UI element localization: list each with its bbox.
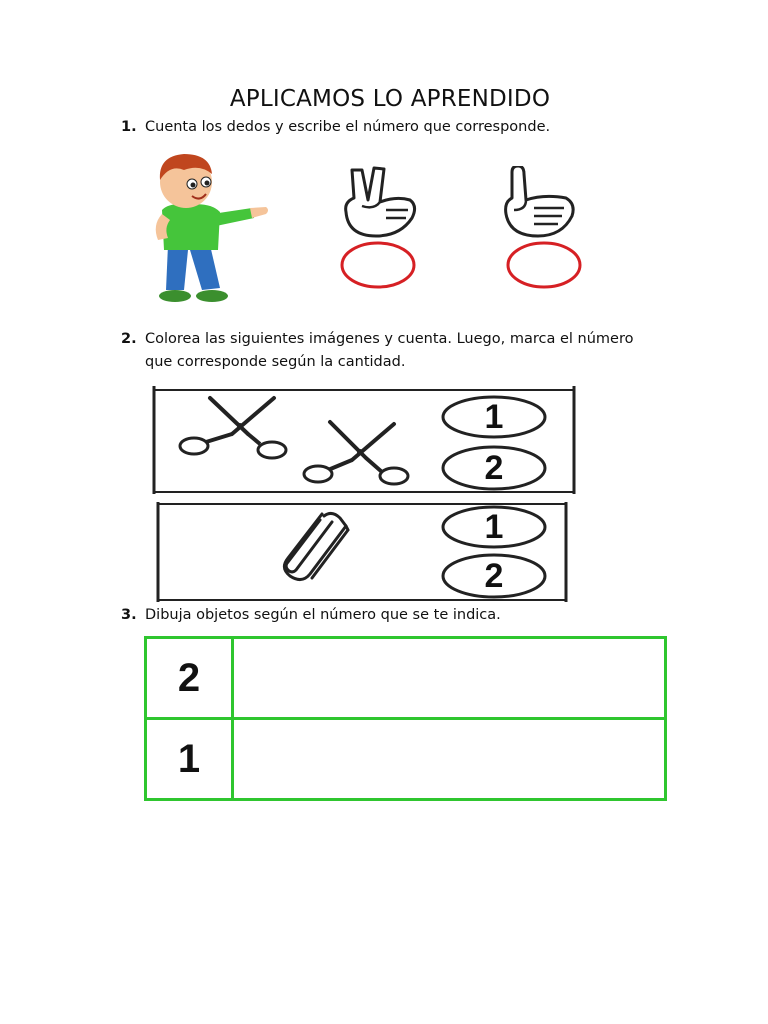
question-2-text: Colorea las siguientes imágenes y cuenta. Luego, marca el número que corresponde según la cantidad.: [145, 331, 634, 370]
option-2-row-1[interactable]: [440, 444, 548, 492]
scissors-icon: [300, 414, 412, 490]
drawing-row: [146, 719, 666, 800]
question-2-number: 2.: [121, 331, 137, 347]
question-1-text: Cuenta los dedos y escribe el número que corresponde.: [145, 119, 551, 135]
drawing-table: [144, 636, 667, 801]
option-label: 1: [484, 398, 504, 436]
hand-two-fingers-icon: [340, 166, 420, 238]
boy-pointing-illustration: [140, 150, 275, 305]
question-1-number: 1.: [121, 119, 137, 135]
option-label: 2: [484, 557, 504, 595]
question-3-text: Dibuja objetos según el número que se te indica.: [145, 607, 501, 623]
option-2-row-2[interactable]: [440, 552, 548, 600]
page-title: APLICAMOS LO APRENDIDO: [229, 86, 551, 112]
option-label: 2: [484, 449, 504, 487]
option-1-row-2[interactable]: [440, 504, 548, 550]
drawing-area[interactable]: [233, 638, 666, 719]
drawing-area[interactable]: [233, 719, 666, 800]
option-1-row-1[interactable]: [440, 394, 548, 440]
scissors-icon: [176, 392, 288, 462]
question-3: [121, 604, 501, 627]
answer-circle[interactable]: [505, 240, 583, 290]
target-number: 2: [146, 638, 233, 719]
target-number: 1: [146, 719, 233, 800]
question-3-number: 3.: [121, 607, 137, 623]
hand-one-finger-icon: [500, 166, 580, 238]
paperclip-icon: [262, 508, 358, 584]
drawing-row: [146, 638, 666, 719]
question-2: [121, 328, 665, 374]
answer-circle[interactable]: [339, 240, 417, 290]
question-1: [121, 116, 551, 139]
option-label: 1: [484, 508, 504, 546]
